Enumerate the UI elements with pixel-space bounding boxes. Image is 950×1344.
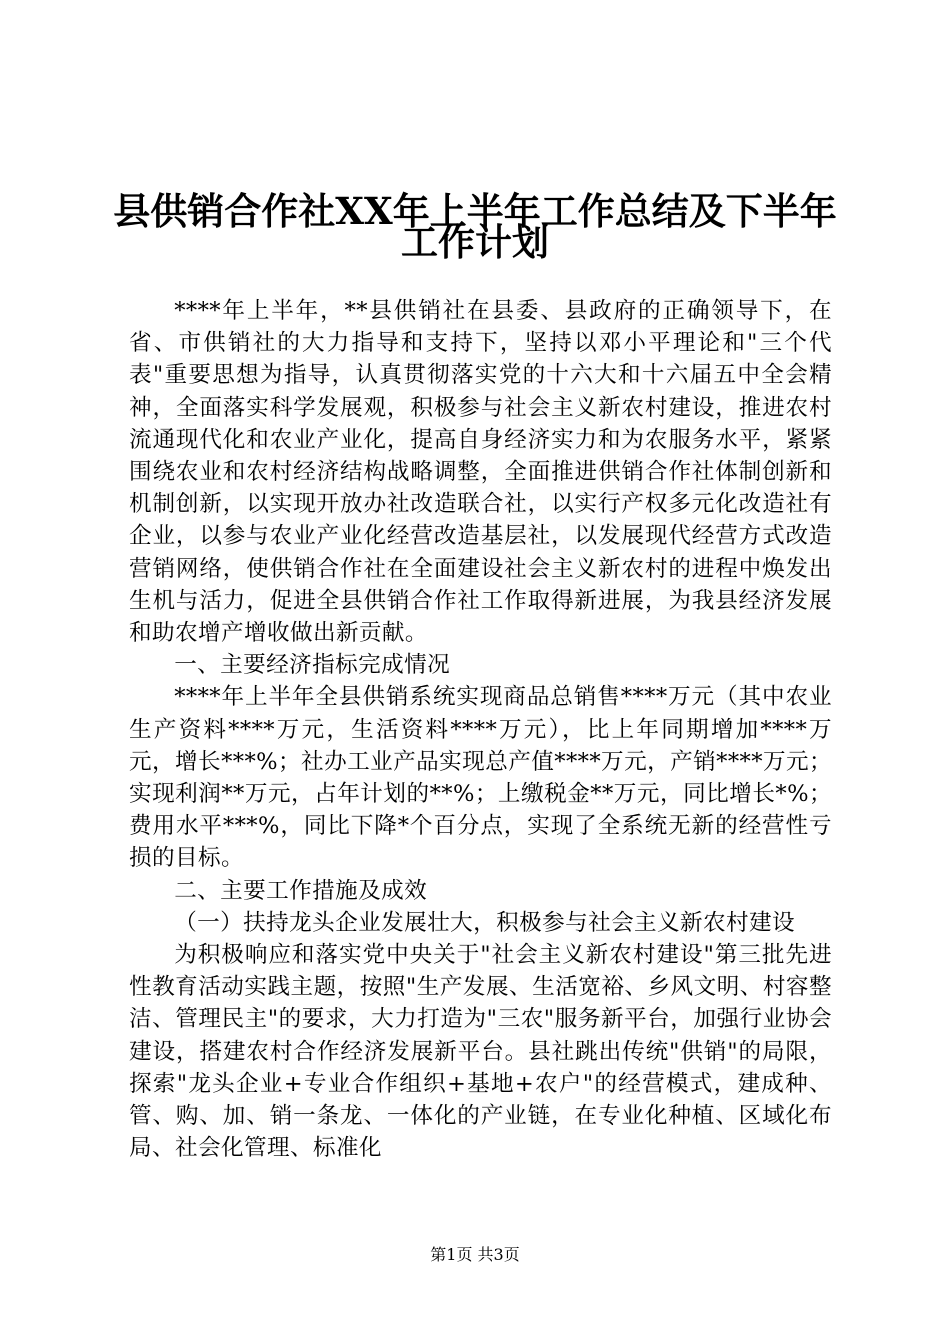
subsection-heading-1: （一）扶持龙头企业发展壮大，积极参与社会主义新农村建设 [174,909,796,936]
intro-paragraph: ****年上半年，**县供销社在县委、县政府的正确领导下，在省、市供销社的大力指导和支持下，坚持以邓小平理论和"三个代表"重要思想为指导，认真贯彻落实党的十六大和十六届五中全会精神，全面落实科学发展观，积极参与社会主义新农村建设，推进农村流通现代化和农业产业化，提高自身经济实力和为农服务水平，紧紧围绕农业和农村经济结构战略调整，全面推进供销合作社体制创新和机制创新，以实现开放办社改造联合社，以实行产权多元化改造社有企业，以参与农业产业化经营改造基层社，以发展现代经营方式改造营销网络，使供销合作社在全面建设社会主义新农村的进程中焕发出生机与活力，促进全县供销合作社工作取得新进展，为我县经济发展和助农增产增收做出新贡献。 [129,298,832,647]
document-body [129,295,832,1164]
measures-paragraph: 为积极响应和落实党中央关于"社会主义新农村建设"第三批先进性教育活动实践主题，按照"生产发展、生活宽裕、乡风文明、村容整洁、管理民主"的要求，大力打造为"三农"服务新平台，加强行业协会建设，搭建农村合作经济发展新平台。县社跳出传统"供销"的局限，探索"龙头企业+专业合作组织+基地+农户"的经营模式，建成种、管、购、加、销一条龙、一体化的产业链，在专业化种植、区域化布局、社会化管理、标准化 [129,942,832,1162]
indicators-paragraph: ****年上半年全县供销系统实现商品总销售****万元（其中农业生产资料****万元，生活资料****万元），比上年同期增加****万元，增长***%；社办工业产品实现总产值****万元，产销****万元；实现利润**万元，占年计划的**%；上缴税金**万元，同比增长*%；费用水平***%，同比下降*个百分点，实现了全系统无新的经营性亏损的目标。 [129,684,832,872]
page-footer: 第1页 共3页 [430,1245,520,1264]
section-heading-2: 二、主要工作措施及成效 [174,877,428,904]
document-title-line2: 工作计划 [401,220,549,264]
document-title-line1: 县供销合作社XX年上半年工作总结及下半年 [113,189,837,233]
section-heading-1: 一、主要经济指标完成情况 [174,652,451,679]
